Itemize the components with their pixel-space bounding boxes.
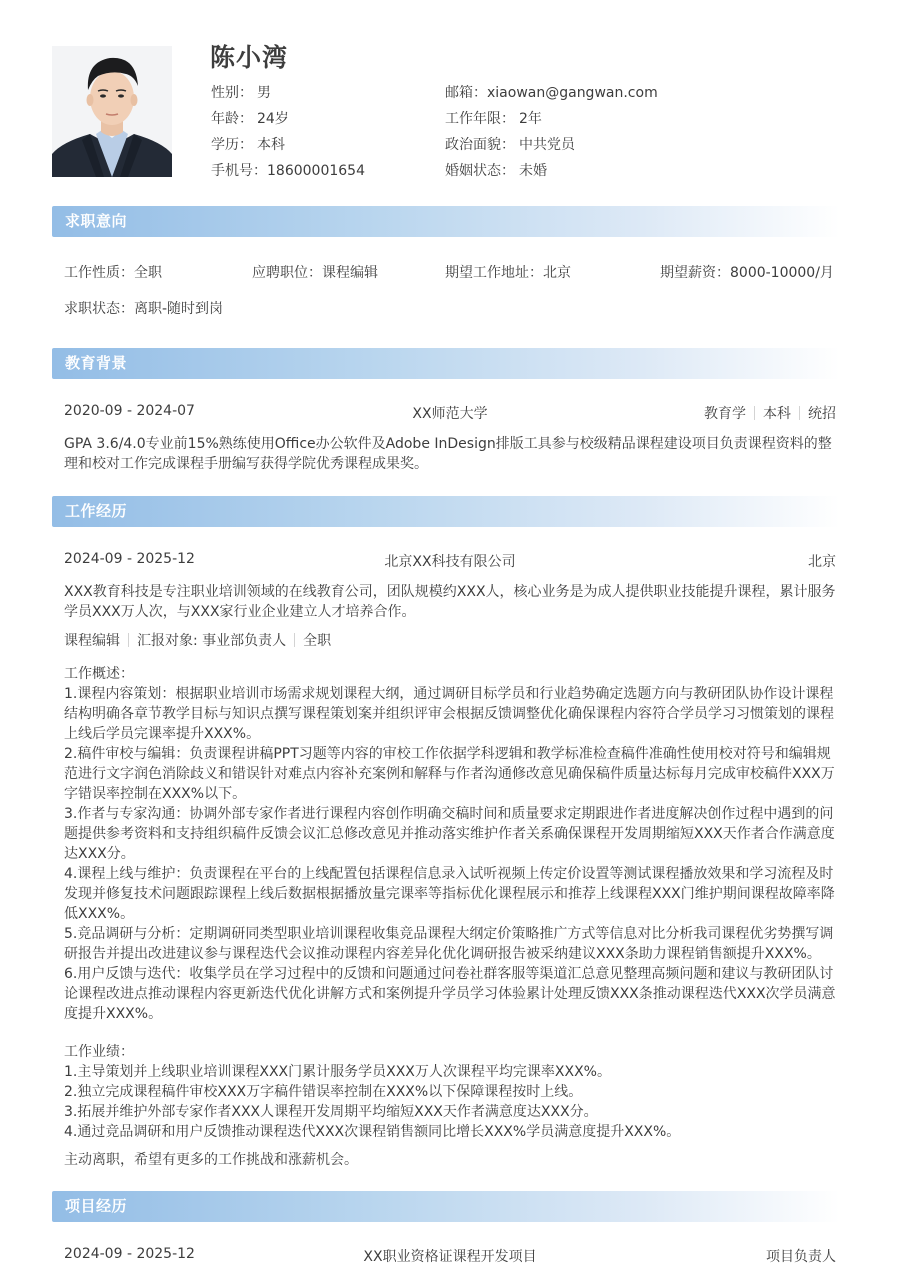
avatar-portrait-icon — [52, 46, 172, 177]
intent-salary — [660, 262, 834, 282]
field-value: 离职-随时到岗 — [134, 301, 224, 317]
field-label: 期望工作地址： — [445, 265, 543, 281]
field-label: 婚姻状态： — [445, 163, 515, 179]
achievement-item: 4.通过竞品调研和用户反馈推动课程迭代XXX次课程销售额同比增长XXX%学员满意度提升XXX%。 — [64, 1124, 681, 1140]
education-tags — [704, 403, 836, 423]
candidate-name: 陈小湾 — [210, 43, 289, 72]
education-degree: 本科 — [763, 406, 791, 422]
intent-job-type — [64, 262, 162, 282]
project-entry-header — [64, 1246, 836, 1266]
field-email — [445, 82, 658, 108]
intent-status — [64, 298, 223, 318]
section-header-education — [52, 348, 840, 379]
field-label: 政治面貌： — [445, 137, 515, 153]
section-header-project — [52, 1191, 840, 1222]
field-value: 全职 — [134, 265, 162, 281]
achievement-item: 2.独立完成课程稿件审校XXX万字稿件错误率控制在XXX%以下保障课程按时上线。 — [64, 1084, 583, 1100]
section-header-job-intent — [52, 206, 840, 237]
work-entry-header — [64, 551, 836, 571]
divider — [128, 633, 129, 647]
section-title: 工作经历 — [65, 502, 128, 520]
field-marital-status — [445, 160, 658, 186]
work-role: 课程编辑 — [64, 633, 120, 649]
field-political-status — [445, 134, 658, 160]
field-gender — [211, 82, 365, 108]
field-value: 北京 — [543, 265, 571, 281]
work-type: 全职 — [303, 633, 332, 649]
field-phone — [211, 160, 365, 186]
overview-item: 5.竞品调研与分析：定期调研同类型职业培训课程收集竞品课程大纲定价策略推广方式等信息对比分析我司课程优劣势撰写调研报告并提出改进建议参与课程迭代会议推动课程内容差异化优化调研报告被采纳建议XXX条助力课程销售额提升XXX%。 — [64, 926, 834, 962]
field-value: 中共党员 — [519, 137, 575, 153]
field-value: 本科 — [257, 137, 285, 153]
education-description: GPA 3.6/4.0专业前15%熟练使用Office办公软件及Adobe InDesign排版工具参与校级精品课程建设项目负责课程资料的整理和校对工作完成课程手册编写获得学院优秀课程成果奖。 — [64, 436, 832, 472]
intent-location — [445, 262, 571, 282]
leave-reason: 主动离职，希望有更多的工作挑战和涨薪机会。 — [64, 1152, 358, 1168]
field-label: 年龄： — [211, 111, 253, 127]
field-label: 工作年限： — [445, 111, 515, 127]
work-company: 北京XX科技有限公司 — [384, 554, 516, 570]
work-overview — [64, 664, 838, 1024]
intent-position — [252, 262, 378, 282]
section-header-work — [52, 496, 840, 527]
field-label: 学历： — [211, 137, 253, 153]
work-location: 北京 — [808, 554, 836, 570]
overview-item: 3.作者与专家沟通：协调外部专家作者进行课程内容创作明确交稿时间和质量要求定期跟进作者进度解决创作过程中遇到的问题提供参考资料和支持组织稿件反馈会议汇总修改意见并推动落实维护作者关系确保课程开发周期缩短XXX天作者合作满意度达XXX分。 — [64, 806, 835, 862]
field-label: 工作性质： — [64, 265, 134, 281]
field-value: 未婚 — [519, 163, 547, 179]
field-work-years — [445, 108, 658, 134]
education-enrollment: 统招 — [808, 406, 836, 422]
field-age — [211, 108, 365, 134]
overview-title: 工作概述： — [64, 666, 134, 682]
achievement-item: 3.拓展并维护外部专家作者XXX人课程开发周期平均缩短XXX天作者满意度达XXX分。 — [64, 1104, 598, 1120]
field-label: 手机号： — [211, 163, 267, 179]
field-value: 男 — [257, 85, 271, 101]
email-link[interactable]: xiaowan@gangwan.com — [487, 85, 658, 101]
project-name: XX职业资格证课程开发项目 — [363, 1249, 537, 1265]
overview-item: 1.课程内容策划：根据职业培训市场需求规划课程大纲，通过调研目标学员和行业趋势确定选题方向与教研团队协作设计课程结构明确各章节教学目标与知识点撰写课程策划案并组织评审会根据反馈调整优化确保课程内容符合学员学习习惯策划的课程上线后学员完课率提升XXX%。 — [64, 686, 834, 742]
work-achievements — [64, 1042, 838, 1142]
divider — [799, 406, 800, 420]
work-tags — [64, 630, 331, 650]
field-value: 18600001654 — [267, 163, 365, 179]
field-value: 8000-10000/月 — [730, 265, 834, 281]
field-label: 应聘职位： — [252, 265, 322, 281]
field-label: 邮箱： — [445, 85, 487, 101]
field-value: 24岁 — [257, 111, 289, 127]
field-education — [211, 134, 365, 160]
overview-item: 6.用户反馈与迭代：收集学员在学习过程中的反馈和问题通过问卷社群客服等渠道汇总意见整理高频问题和建议与教研团队讨论课程改进点推动课程内容更新迭代优化讲解方式和案例提升学员学习体验累计处理反馈XXX条推动课程迭代XXX次学员满意度提升XXX%。 — [64, 966, 836, 1022]
company-intro: XXX教育科技是专注职业培训领域的在线教育公司，团队规模约XXX人，核心业务是为成人提供职业技能提升课程，累计服务学员XXX万人次，与XXX家行业企业建立人才培养合作。 — [64, 584, 836, 620]
section-title: 教育背景 — [65, 354, 128, 372]
project-period: 2024-09 - 2025-12 — [64, 1246, 195, 1262]
profile-photo — [52, 46, 172, 177]
achievements-title: 工作业绩： — [64, 1044, 134, 1060]
field-label: 期望薪资： — [660, 265, 730, 281]
field-label: 求职状态： — [64, 301, 134, 317]
work-report-to: 汇报对象: 事业部负责人 — [137, 633, 287, 649]
achievement-item: 1.主导策划并上线职业培训课程XXX门累计服务学员XXX万人次课程平均完课率XXX%。 — [64, 1064, 611, 1080]
basic-info-left — [211, 82, 365, 186]
field-value: 课程编辑 — [322, 265, 378, 281]
basic-info-right — [445, 82, 658, 186]
section-title: 项目经历 — [65, 1197, 128, 1215]
overview-item: 2.稿件审校与编辑：负责课程讲稿PPT习题等内容的审校工作依据学科逻辑和教学标准检查稿件准确性使用校对符号和编辑规范进行文字润色消除歧义和错误针对难点内容补充案例和解释与作者沟通修改意见确保稿件质量达标每月完成审校稿件XXX万字错误率控制在XXX%以下。 — [64, 746, 835, 802]
education-major: 教育学 — [704, 406, 746, 422]
overview-item: 4.课程上线与维护：负责课程在平台的上线配置包括课程信息录入试听视频上传定价设置等测试课程播放效果和学习流程及时发现并修复技术问题跟踪课程上线后数据根据播放量完课率等指标优化课程展示和推荐上线课程XXX门维护期间课程故障率降低XXX%。 — [64, 866, 835, 922]
divider — [754, 406, 755, 420]
project-role: 项目负责人 — [766, 1249, 836, 1265]
education-school: XX师范大学 — [412, 406, 488, 422]
field-value: 2年 — [519, 111, 542, 127]
education-period: 2020-09 - 2024-07 — [64, 403, 195, 419]
work-period: 2024-09 - 2025-12 — [64, 551, 195, 567]
section-title: 求职意向 — [65, 212, 128, 230]
education-entry-header — [64, 403, 836, 423]
divider — [294, 633, 295, 647]
field-label: 性别： — [211, 85, 253, 101]
